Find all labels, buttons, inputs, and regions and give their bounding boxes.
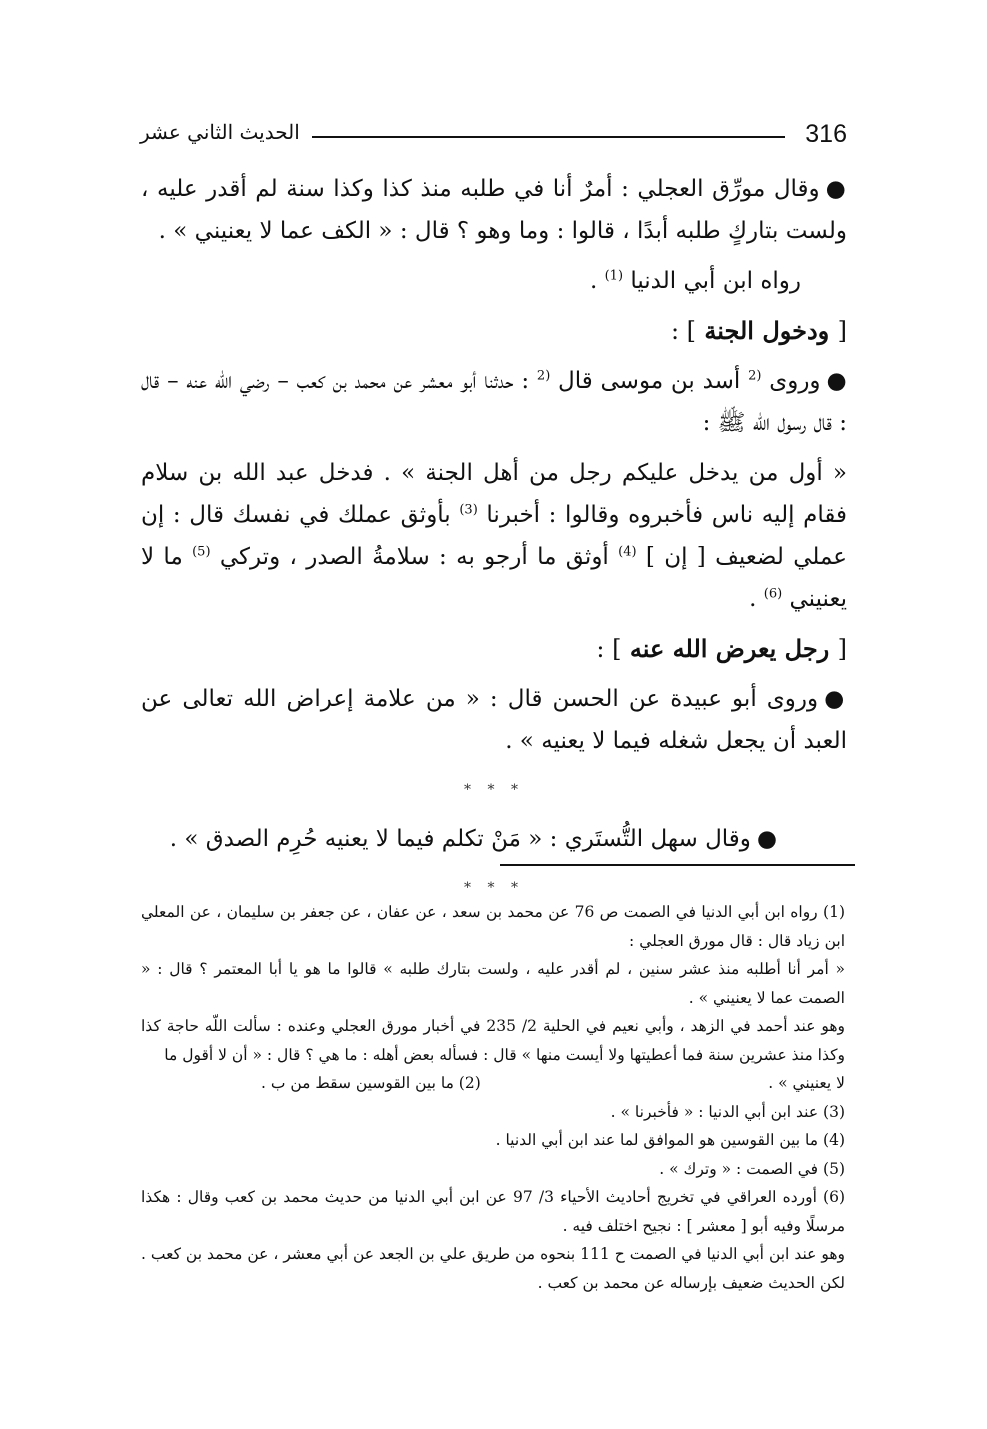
footnote-ref: (3) <box>459 502 478 518</box>
paragraph-text: : حدثنا أبو معشر عن محمد بن كعب – رضي الله عنه – قال : قال رسول الله ﷺ : <box>141 368 847 436</box>
footnote-row <box>141 1069 845 1098</box>
bracket-open: [ <box>837 317 847 345</box>
footnote-1-end: لا يعنيني » . <box>768 1074 845 1092</box>
bullet-icon: ● <box>756 825 777 852</box>
footnotes <box>141 898 845 1297</box>
paragraph-text: وروى أبو عبيدة عن الحسن قال : « من علامة إعراض الله تعالى عن العبد أن يجعل شغله فيما لا يعنيه » . <box>141 686 847 754</box>
heading-text: رجل يعرض الله عنه <box>629 634 830 663</box>
bracket-close: ] : <box>596 635 622 663</box>
paragraph-sahl <box>141 818 847 860</box>
page-number: 316 <box>805 120 847 148</box>
paragraph-text: وروى <box>769 368 821 394</box>
paragraph-end: . <box>749 586 764 612</box>
paragraph-asad <box>141 360 847 444</box>
section-heading-paradise <box>141 310 847 352</box>
footnote-ref: (4) <box>618 544 637 560</box>
footnote-ref: (5) <box>192 544 211 560</box>
header-rule <box>312 136 785 138</box>
footnote-3: (3) عند ابن أبي الدنيا : « فأخبرنا » . <box>610 1102 845 1121</box>
paragraph-hasan <box>141 678 847 762</box>
footnote-4: (4) ما بين القوسين هو الموافق لما عند ابن أبي الدنيا . <box>495 1131 845 1149</box>
heading-text: ودخول الجنة <box>704 316 830 345</box>
footnote-6-more: وهو عند ابن أبي الدنيا في الصمت ح 111 بنحوه من طريق علي بن الجعد عن أبي معشر ، عن محمد بن كعب . لكن الحديث ضعيف بإرساله عن محمد بن كعب . <box>141 1245 846 1292</box>
bracket-open: [ <box>837 635 847 663</box>
section-divider: * * * <box>464 880 524 896</box>
footnote-6: (6) أورده العراقي في تخريج أحاديث الأحياء 3/ 97 عن ابن أبي الدنيا من حديث محمد بن كعب وقال : هكذا مرسلًا وفيه أبو [ معشر ] : نجيح اختلف فيه . <box>141 1188 846 1235</box>
bullet-icon: ● <box>824 685 847 712</box>
running-header <box>140 118 847 158</box>
footnote-ref: (1) <box>604 268 624 284</box>
footnote-5: (5) في الصمت : « وترك » . <box>659 1159 845 1178</box>
paragraph-text: « أول من يدخل عليكم رجل من أهل الجنة » . فدخل عبد الله بن سلام فقام إليه ناس فأخبروه وقالوا : أخبرنا <box>141 460 847 528</box>
footnote-rule <box>500 864 855 866</box>
bullet-icon: ● <box>825 175 847 202</box>
footnote-1: (1) رواه ابن أبي الدنيا في الصمت ص 76 عن محمد بن سعد ، عن عفان ، عن جعفر بن سليمان ، عن المعلي ابن زياد قال : قال مورق العجلي : <box>141 903 845 950</box>
footnote-2: (2) ما بين القوسين سقط من ب . <box>261 1074 481 1092</box>
paragraph-text: وقال مورِّق العجلي : أمرٌ أنا في طلبه منذ كذا وكذا سنة لم أقدر عليه ، ولست بتاركٍ طلبه أبدًا ، قالوا : وما وهو ؟ قال : « الكف عما لا يعنيني » . <box>141 176 847 244</box>
paragraph-text: وقال سهل التُّستَري : « مَنْ تكلم فيما لا يعنيه حُرِم الصدق » . <box>169 826 751 852</box>
footnote-1-more: وهو عند أحمد في الزهد ، وأبي نعيم في الحلية 2/ 235 في أخبار مورق العجلي وعنده : سألت اللّه حاجة كذا وكذا منذ عشرين سنة فما أعطيتها ولا أيست منها » قال : فسأله بعض أهله : ما هي ؟ قال : « أن لا أقول ما <box>141 1017 845 1064</box>
section-divider: * * * <box>464 782 524 798</box>
paragraph-narration <box>141 260 847 302</box>
footnote-1-quote: « أمر أنا أطلبه منذ عشر سنين ، لم أقدر عليه ، ولست بتارك طلبه » قالوا ما هو يا أبا المعتمر ؟ قال : « الصمت عما لا يعنيني » . <box>141 960 845 1007</box>
paragraph-muwarriq <box>141 168 847 252</box>
paragraph-text: أسد بن موسى قال <box>558 368 741 394</box>
footnote-ref: (2 <box>748 368 762 384</box>
header-title: الحديث الثاني عشر <box>140 120 300 144</box>
bullet-icon: ● <box>826 367 848 394</box>
paragraph-text: رواه ابن أبي الدنيا <box>630 268 801 294</box>
footnote-ref: (2 <box>536 368 551 384</box>
paragraph-end: . <box>589 268 605 294</box>
bracket-close: ] : <box>670 317 697 345</box>
main-text <box>141 168 847 916</box>
footnote-ref: (6) <box>763 586 783 602</box>
section-heading-turning-away <box>141 628 847 670</box>
paragraph-text: ما لا يعنيني <box>141 544 847 612</box>
paragraph-text: أوثق ما أرجو به : سلامةُ الصدر ، وتركي <box>219 544 609 570</box>
paragraph-text: بأوثق عملك في نفسك قال : إن عملي لضعيف [ إن ] <box>141 502 848 570</box>
paragraph-hadith <box>141 452 847 620</box>
